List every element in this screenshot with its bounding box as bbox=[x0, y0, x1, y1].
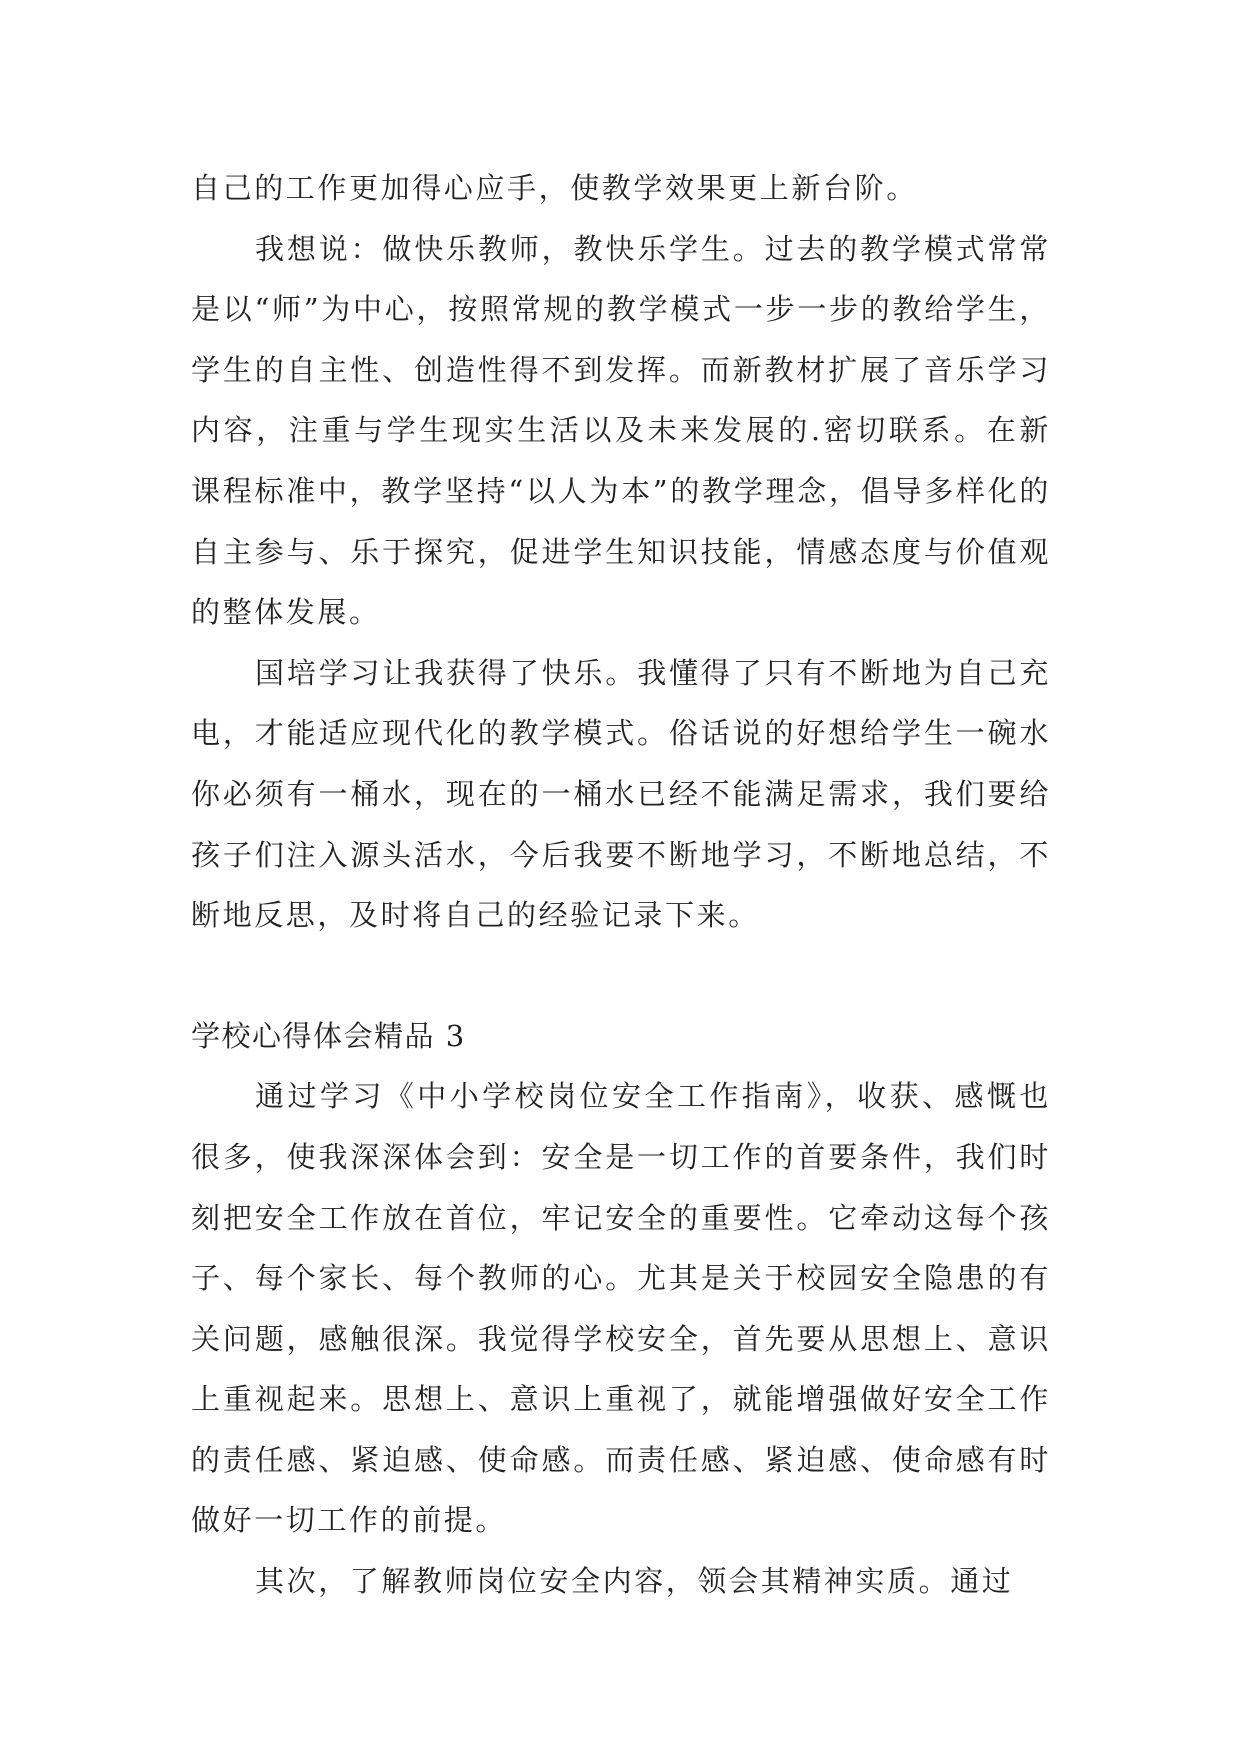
paragraph-national-training: 国培学习让我获得了快乐。我懂得了只有不断地为自己充电，才能适应现代化的教学模式。俗话说的好想给学生一碗水你必须有一桶水，现在的一桶水已经不能满足需求，我们要给孩子们注入源头活水，今后我要不断地学习，不断地总结，不断地反思，及时将自己的经验记录下来。 bbox=[191, 655, 1051, 933]
section-heading: 学校心得体会精品 3 bbox=[191, 1018, 466, 1053]
paragraph-safety-guide: 通过学习《中小学校岗位安全工作指南》，收获、感慨也很多，使我深深体会到：安全是一切工作的首要条件，我们时刻把安全工作放在首位，牢记安全的重要性。它牵动这每个孩子、每个家长、每个教师的心。尤其是关于校园安全隐患的有关问题，感触很深。我觉得学校安全，首先要从思想上、意识上重视起来。思想上、意识上重视了，就能增强做好安全工作的责任感、紧迫感、使命感。而责任感、紧迫感、使命感有时做好一切工作的前提。 bbox=[191, 1079, 1051, 1538]
paragraph-happy-teacher: 我想说：做快乐教师，教快乐学生。过去的教学模式常常是以“师”为中心，按照常规的教学模式一步一步的教给学生，学生的自主性、创造性得不到发挥。而新教材扩展了音乐学习内容，注重与学生现实生活以及未来发展的.密切联系。在新课程标准中，教学坚持“以人为本”的教学理念，倡导多样化的自主参与、乐于探究，促进学生知识技能，情感态度与价值观的整体发展。 bbox=[191, 231, 1051, 630]
paragraph-continuation: 自己的工作更加得心应手，使教学效果更上新台阶。 bbox=[191, 171, 918, 205]
paragraph-next: 其次，了解教师岗位安全内容，领会其精神实质。通过 bbox=[255, 1564, 1014, 1599]
document-body bbox=[191, 158, 1051, 1612]
